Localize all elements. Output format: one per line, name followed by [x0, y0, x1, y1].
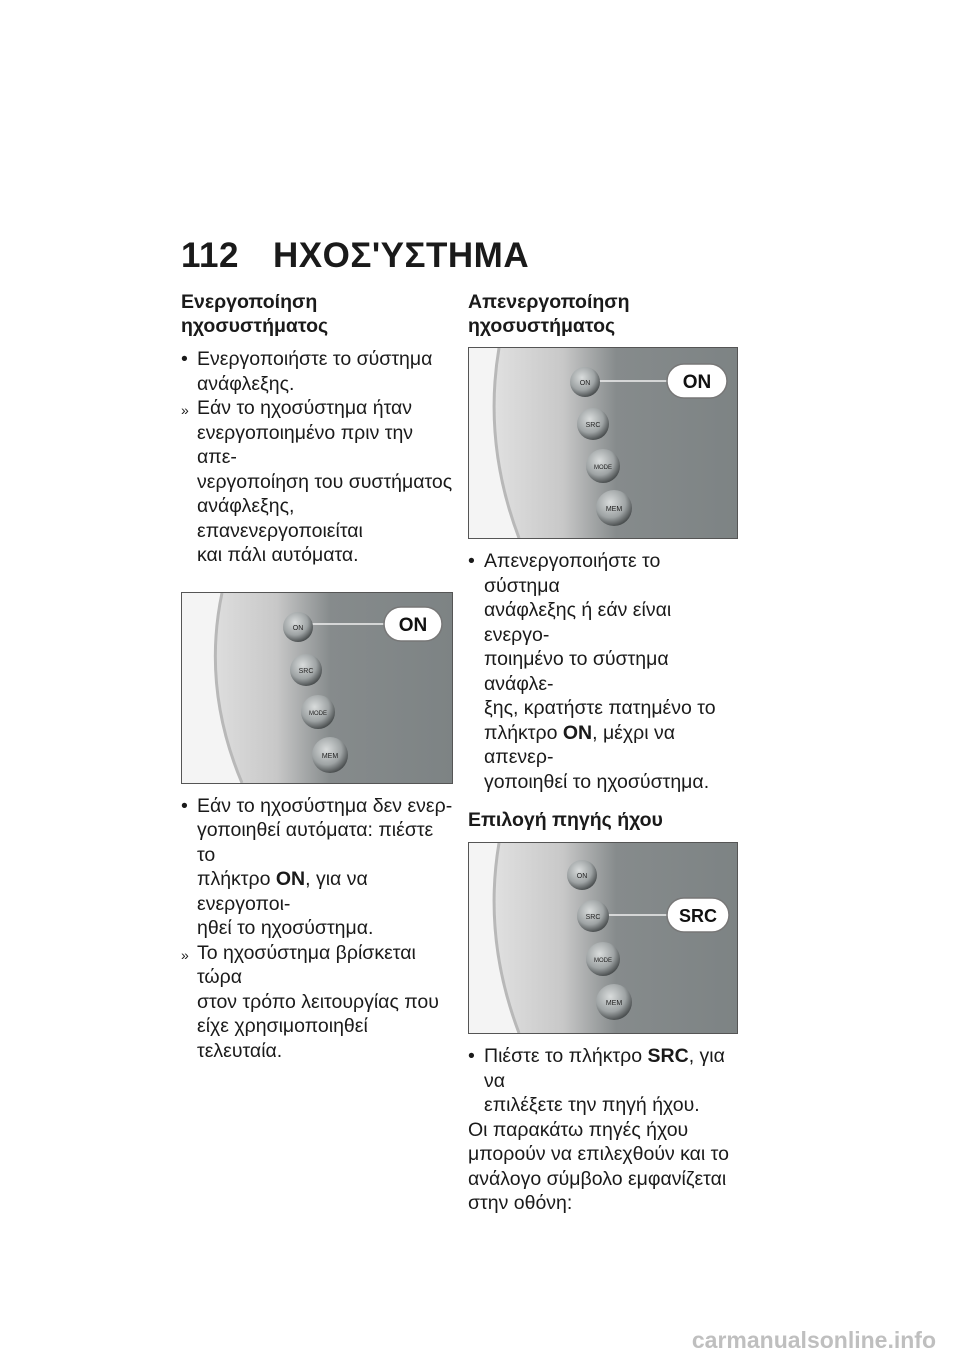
button-mode — [301, 695, 335, 729]
svg-text:MEM: MEM — [605, 506, 623, 513]
callout-src — [667, 898, 729, 932]
section-heading-source: Επιλογή πηγής ήχου — [468, 809, 663, 831]
instruction-bullet-off: • Απενεργοποιήστε το σύστημα ανάφλεξης ή εάν είναι ενεργο- ποιημένο το σύστημα ανάφλε- ξης, κρατήστε πατημένο το πλήκτρο ON, μέχρι να απενερ- γοποιηθεί το ηχοσύστημα. — [468, 550, 716, 793]
instruction-bullet-src: • Πιέστε το πλήκτρο SRC, για να επιλέξετε την πηγή ήχου. — [468, 1045, 725, 1116]
svg-text:SRC: SRC — [585, 914, 601, 921]
sources-paragraph: Οι παρακάτω πηγές ήχου μπορούν να επιλεχθούν και το ανάλογο σύμβολο εμφανίζεται στην οθόνη: — [468, 1118, 729, 1214]
svg-text:ON: ON — [576, 873, 588, 880]
svg-text:MODE: MODE — [594, 958, 612, 964]
result-note-mode: » Το ηχοσύστημα βρίσκεται τώρα στον τρόπο λειτουργίας που είχε χρησιμοποιηθεί τελευταία. — [181, 941, 439, 1062]
right-column — [468, 290, 740, 1216]
svg-text:MODE: MODE — [309, 710, 327, 717]
button-mem — [596, 984, 632, 1020]
figure-on-button — [181, 592, 453, 784]
svg-text:SRC: SRC — [585, 422, 601, 429]
button-mem — [312, 737, 348, 773]
button-mode — [586, 449, 620, 483]
svg-text:ON: ON — [398, 614, 428, 636]
svg-text:SRC: SRC — [678, 906, 718, 926]
button-src — [290, 654, 322, 686]
svg-text:ON: ON — [292, 624, 304, 632]
section-heading-deactivate: Απενεργοποίηση ηχοσυστήματος — [468, 291, 630, 337]
instruction-bullet-on: • Εάν το ηχοσύστημα δεν ενερ- γοποιηθεί αυτόματα: πιέστε το πλήκτρο ON, για να ενεργοποι- ηθεί το ηχοσύστημα. — [181, 794, 453, 939]
button-src — [577, 408, 609, 440]
button-mem — [596, 490, 632, 526]
figure-on-button-2 — [468, 347, 738, 539]
instruction-bullet: • Ενεργοποιήστε το σύστημα ανάφλεξης. — [181, 348, 433, 395]
figure-src-button — [468, 842, 738, 1034]
left-column — [181, 290, 453, 1063]
svg-text:MODE: MODE — [594, 465, 612, 471]
watermark: carmanualsonline.info — [691, 1327, 936, 1353]
page-number: 112 — [181, 236, 239, 275]
button-src — [577, 900, 609, 932]
section-heading-activate: Ενεργοποίηση ηχοσυστήματος — [181, 291, 329, 337]
button-on — [283, 612, 313, 642]
button-on — [570, 367, 600, 397]
svg-text:MEM: MEM — [321, 752, 339, 760]
button-mode — [586, 942, 620, 976]
page-title: ΗΧΟΣ'ΥΣΤΗΜΑ — [273, 236, 530, 275]
svg-text:ON: ON — [682, 372, 712, 393]
callout-on — [384, 607, 442, 641]
svg-text:ON: ON — [579, 380, 591, 387]
svg-text:MEM: MEM — [605, 1000, 623, 1007]
result-note: » Εάν το ηχοσύστημα ήταν ενεργοποιημένο πριν την απε- νεργοποίηση του συστήματος ανάφλεξης, επανενεργοποιείται και πάλι αυτόματα. — [181, 397, 453, 566]
button-on — [567, 860, 597, 890]
page-header — [181, 236, 529, 276]
svg-text:SRC: SRC — [298, 667, 314, 675]
callout-on — [667, 364, 727, 398]
